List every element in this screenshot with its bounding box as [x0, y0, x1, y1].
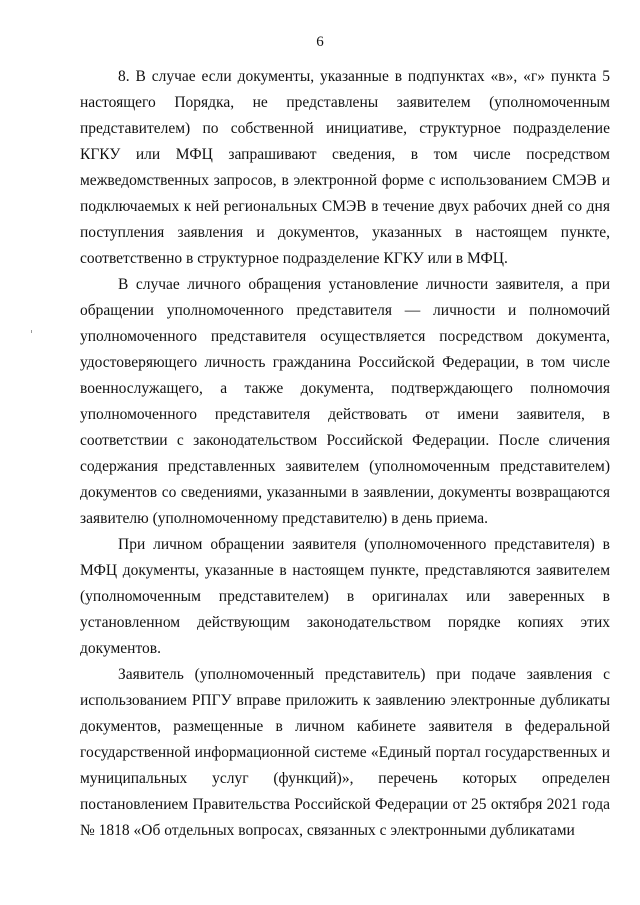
page-number: 6: [316, 34, 324, 50]
margin-mark: [31, 330, 32, 333]
paragraph-identity-verification: В случае личного обращения установление личности заявителя, а при обращении уполномоченного представителя — личности и полномочий уполномоченного представителя осуществляется посредством документа, удостоверяющего личность гражданина Российской Федерации, в том числе военнослужащего, а также документа, подтверждающего полномочия уполномоченного представителя действовать от имени заявителя, в соответствии с законодательством Российской Федерации. После сличения содержания представленных заявителем (уполномоченным представителем) документов со сведениями, указанными в заявлении, документы возвращаются заявителю (уполномоченному представителю) в день приема.: [80, 276, 610, 527]
paragraph-item-8: 8. В случае если документы, указанные в подпунктах «в», «г» пункта 5 настоящего Порядка, не представлены заявителем (уполномоченным представителем) по собственной инициативе, структурное подразделение КГКУ или МФЦ запрашивают сведения, в том числе посредством межведомственных запросов, в электронной форме с использованием СМЭВ и подключаемых к ней региональных СМЭВ в течение двух рабочих дней со дня поступления заявления и документов, указанных в настоящем пункте, соответственно в структурное подразделение КГКУ или в МФЦ.: [80, 68, 610, 267]
paragraph-rpgu-duplicates: Заявитель (уполномоченный представитель) при подаче заявления с использованием РПГУ вправе приложить к заявлению электронные дубликаты документов, размещенные в личном кабинете заявителя в федеральной государственной информационной системе «Единый портал государственных и муниципальных услуг (функций)», перечень которых определен постановлением Правительства Российской Федерации от 25 октября 2021 года № 1818 «Об отдельных вопросах, связанных с электронными дубликатами: [80, 666, 610, 839]
document-body: [80, 64, 610, 844]
paragraph-mfc-documents: При личном обращении заявителя (уполномоченного представителя) в МФЦ документы, указанные в настоящем пункте, представляются заявителем (уполномоченным представителем) в оригиналах или заверенных в установленном действующим законодательством порядке копиях этих документов.: [80, 536, 610, 657]
